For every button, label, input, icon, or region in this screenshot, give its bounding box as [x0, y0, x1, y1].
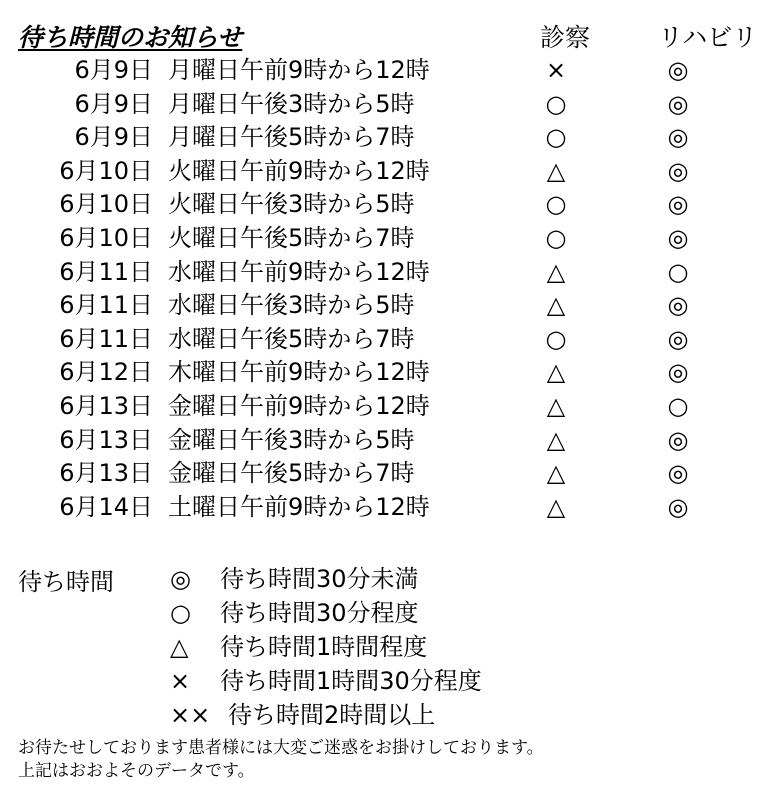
row-date: 6月11日: [59, 257, 153, 286]
column-header-rehab: リハビリ: [658, 23, 758, 52]
rehab-wait-mark: ◎: [667, 358, 689, 387]
shinsatsu-wait-mark: ○: [545, 123, 567, 152]
apology-note: お待たせしております患者様には大変ご迷惑をお掛けしております。: [18, 738, 544, 758]
legend-item: [170, 698, 482, 732]
row-date: 6月10日: [59, 190, 153, 219]
row-time-slot: 水曜日午前9時から12時: [168, 257, 430, 286]
data-disclaimer-note: 上記はおおよそのデータです。: [18, 761, 255, 781]
shinsatsu-wait-mark: ○: [545, 324, 567, 353]
row-date: 6月13日: [59, 459, 153, 488]
shinsatsu-wait-mark: △: [546, 425, 566, 454]
row-date: 6月10日: [59, 223, 153, 252]
schedule-list: [0, 54, 780, 524]
row-time-slot: 火曜日午後3時から5時: [168, 190, 415, 219]
legend-item: [170, 664, 482, 698]
page-title: 待ち時間のお知らせ: [18, 23, 243, 52]
row-time-slot: 金曜日午後5時から7時: [168, 459, 415, 488]
row-time-slot: 月曜日午後3時から5時: [168, 89, 415, 118]
shinsatsu-wait-mark: ○: [545, 223, 567, 252]
rehab-wait-mark: ○: [667, 391, 689, 420]
legend-symbol: △: [170, 633, 189, 661]
legend-symbol: ○: [170, 599, 191, 627]
legend-text: 待ち時間30分程度: [220, 599, 419, 627]
row-time-slot: 木曜日午前9時から12時: [168, 358, 430, 387]
rehab-wait-mark: ◎: [667, 492, 689, 521]
row-time-slot: 水曜日午後5時から7時: [168, 324, 415, 353]
row-date: 6月12日: [59, 358, 153, 387]
rehab-wait-mark: ○: [667, 257, 689, 286]
legend-text: 待ち時間2時間以上: [228, 701, 436, 729]
schedule-row: [0, 323, 780, 357]
row-time-slot: 土曜日午前9時から12時: [168, 492, 430, 521]
shinsatsu-wait-mark: ×: [545, 56, 567, 84]
schedule-row: [0, 390, 780, 424]
row-time-slot: 月曜日午前9時から12時: [168, 56, 430, 84]
row-date: 6月9日: [74, 56, 153, 84]
rehab-wait-mark: ◎: [667, 223, 689, 252]
rehab-wait-mark: ◎: [667, 459, 689, 488]
row-date: 6月11日: [59, 324, 153, 353]
legend-symbol: ◎: [170, 565, 191, 593]
row-date: 6月9日: [74, 123, 153, 152]
schedule-row: [0, 121, 780, 155]
legend-symbol: ××: [170, 701, 211, 729]
legend-heading: 待ち時間: [18, 568, 114, 596]
shinsatsu-wait-mark: ○: [545, 190, 567, 219]
schedule-row: [0, 256, 780, 290]
schedule-row: [0, 54, 780, 88]
row-date: 6月13日: [59, 391, 153, 420]
schedule-row: [0, 491, 780, 525]
legend-symbol: ×: [170, 667, 191, 695]
schedule-row: [0, 88, 780, 122]
row-date: 6月11日: [59, 291, 153, 320]
rehab-wait-mark: ◎: [667, 291, 689, 320]
legend-list: [170, 562, 482, 732]
row-date: 6月14日: [59, 492, 153, 521]
row-time-slot: 金曜日午後3時から5時: [168, 425, 415, 454]
rehab-wait-mark: ◎: [667, 190, 689, 219]
legend-text: 待ち時間30分未満: [220, 565, 419, 593]
shinsatsu-wait-mark: △: [546, 391, 566, 420]
schedule-row: [0, 356, 780, 390]
row-time-slot: 火曜日午前9時から12時: [168, 156, 430, 185]
row-date: 6月13日: [59, 425, 153, 454]
schedule-row: [0, 155, 780, 189]
legend-text: 待ち時間1時間程度: [220, 633, 428, 661]
shinsatsu-wait-mark: △: [546, 156, 566, 185]
column-header-shinsatsu: 診察: [540, 23, 591, 52]
schedule-row: [0, 188, 780, 222]
row-time-slot: 金曜日午前9時から12時: [168, 391, 430, 420]
rehab-wait-mark: ◎: [667, 56, 689, 84]
legend-text: 待ち時間1時間30分程度: [220, 667, 482, 695]
row-date: 6月9日: [74, 89, 153, 118]
legend-item: [170, 562, 482, 596]
row-time-slot: 月曜日午後5時から7時: [168, 123, 415, 152]
shinsatsu-wait-mark: ○: [545, 89, 567, 118]
shinsatsu-wait-mark: △: [546, 291, 566, 320]
row-time-slot: 火曜日午後5時から7時: [168, 223, 415, 252]
schedule-row: [0, 289, 780, 323]
shinsatsu-wait-mark: △: [546, 358, 566, 387]
row-time-slot: 水曜日午後3時から5時: [168, 291, 415, 320]
shinsatsu-wait-mark: △: [546, 492, 566, 521]
shinsatsu-wait-mark: △: [546, 257, 566, 286]
rehab-wait-mark: ◎: [667, 89, 689, 118]
legend-item: [170, 630, 482, 664]
row-date: 6月10日: [59, 156, 153, 185]
rehab-wait-mark: ◎: [667, 425, 689, 454]
shinsatsu-wait-mark: △: [546, 459, 566, 488]
schedule-row: [0, 424, 780, 458]
legend-item: [170, 596, 482, 630]
schedule-row: [0, 457, 780, 491]
rehab-wait-mark: ◎: [667, 156, 689, 185]
schedule-row: [0, 222, 780, 256]
rehab-wait-mark: ◎: [667, 123, 689, 152]
rehab-wait-mark: ◎: [667, 324, 689, 353]
